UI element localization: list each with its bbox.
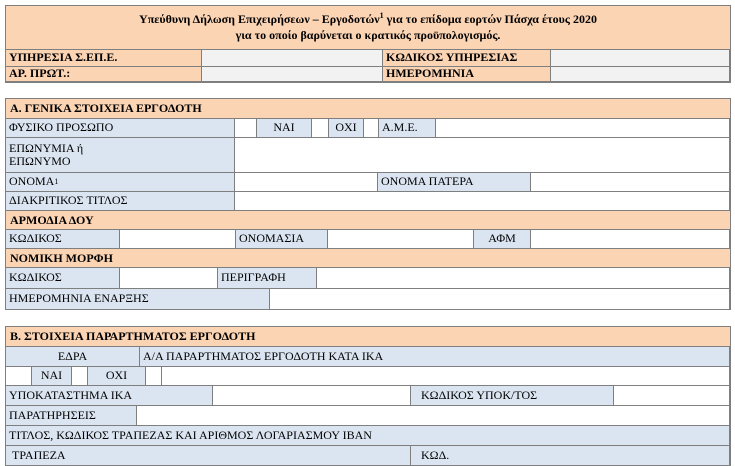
- tax-office-name-label: ΟΝΟΜΑΣΙΑ: [236, 230, 328, 249]
- header-block: [5, 5, 731, 83]
- ame-field[interactable]: [436, 119, 730, 138]
- remarks-field[interactable]: [137, 406, 730, 426]
- physical-person-spacer: [235, 119, 257, 138]
- company-name-field[interactable]: [235, 138, 730, 173]
- seat-yes-checkbox[interactable]: [72, 367, 88, 386]
- trade-title-label: ΔΙΑΚΡΙΤΙΚΟΣ ΤΙΤΛΟΣ: [6, 192, 235, 211]
- physical-person-yes-label: ΝΑΙ: [257, 119, 312, 138]
- seat-label: ΕΔΡΑ: [6, 347, 140, 367]
- bank-details-label: ΤΙΤΛΟΣ, ΚΩΔΙΚΟΣ ΤΡΑΠΕΖΑΣ ΚΑΙ ΑΡΙΘΜΟΣ ΛΟΓΑΡΙΑΣΜΟΥ IBAN: [6, 426, 730, 446]
- branch-number-label: Α/Α ΠΑΡΑΡΤΗΜΑΤΟΣ ΕΡΓΟΔΟΤΗ ΚΑΤΑ ΙΚΑ: [140, 347, 730, 367]
- afm-field[interactable]: [531, 230, 730, 249]
- trade-title-field[interactable]: [235, 192, 730, 211]
- section-b: [5, 326, 731, 466]
- legal-form-title: ΝΟΜΙΚΗ ΜΟΡΦΗ: [6, 249, 730, 268]
- legal-form-code-field[interactable]: [120, 268, 218, 289]
- section-b-title: Β. ΣΤΟΙΧΕΙΑ ΠΑΡΑΡΤΗΜΑΤΟΣ ΕΡΓΟΔΟΤΗ: [6, 327, 730, 347]
- protocol-field[interactable]: [202, 67, 383, 82]
- tax-office-title: ΑΡΜΟΔΙΑ ΔΟΥ: [6, 211, 730, 230]
- afm-label: ΑΦΜ: [474, 230, 531, 249]
- date-label: ΗΜΕΡΟΜΗΝΙΑ: [383, 67, 551, 82]
- seat-spacer: [6, 367, 32, 386]
- form-title-line-1: Υπεύθυνη Δήλωση Επιχειρήσεων – Εργοδοτών$^1$ για το επίδομα εορτών Πάσχα έτους 2020: [139, 10, 597, 26]
- ame-label: Α.Μ.Ε.: [379, 119, 436, 138]
- date-field[interactable]: [551, 67, 730, 82]
- legal-form-code-label: ΚΩΔΙΚΟΣ: [6, 268, 120, 289]
- first-name-label: ΟΝΟΜΑ 1: [6, 173, 235, 192]
- branch-number-field[interactable]: [162, 367, 730, 386]
- service-code-label: ΚΩΔΙΚΟΣ ΥΠΗΡΕΣΙΑΣ: [383, 50, 551, 67]
- father-name-field[interactable]: [531, 173, 730, 192]
- seat-no-checkbox[interactable]: [146, 367, 162, 386]
- service-field[interactable]: [202, 50, 383, 67]
- ika-branch-field[interactable]: [213, 386, 411, 406]
- start-date-label: ΗΜΕΡΟΜΗΝΙΑ ΕΝΑΡΞΗΣ: [6, 289, 270, 309]
- bank-code-label: ΚΩΔ.: [411, 446, 730, 466]
- physical-person-label: ΦΥΣΙΚΟ ΠΡΟΣΩΠΟ: [6, 119, 235, 138]
- protocol-label: ΑΡ. ΠΡΩΤ.:: [6, 67, 202, 82]
- seat-yes-label: ΝΑΙ: [32, 367, 72, 386]
- tax-office-code-field[interactable]: [120, 230, 236, 249]
- service-code-field[interactable]: [551, 50, 730, 67]
- tax-office-name-field[interactable]: [328, 230, 474, 249]
- tax-office-code-label: ΚΩΔΙΚΟΣ: [6, 230, 120, 249]
- first-name-field[interactable]: [235, 173, 378, 192]
- branch-code-label: ΚΩΔΙΚΟΣ ΥΠΟΚ/ΤΟΣ: [411, 386, 614, 406]
- father-name-label: ΟΝΟΜΑ ΠΑΤΕΡΑ: [378, 173, 531, 192]
- start-date-field[interactable]: [270, 289, 730, 309]
- form-title: [6, 6, 730, 50]
- physical-person-yes-checkbox[interactable]: [312, 119, 329, 138]
- seat-no-label: ΟΧΙ: [88, 367, 146, 386]
- legal-form-description-field[interactable]: [317, 268, 730, 289]
- bank-label: ΤΡΑΠΕΖΑ: [6, 446, 411, 466]
- section-a: [5, 98, 731, 310]
- section-a-title: Α. ΓΕΝΙΚΑ ΣΤΟΙΧΕΙΑ ΕΡΓΟΔΟΤΗ: [6, 99, 730, 119]
- form-title-line-2: για το οποίο βαρύνεται ο κρατικός προϋπολογισμός.: [235, 27, 501, 42]
- legal-form-description-label: ΠΕΡΙΓΡΑΦΗ: [218, 268, 317, 289]
- company-name-label: ΕΠΩΝΥΜΙΑ ή ΕΠΩΝΥΜΟ: [6, 138, 235, 173]
- physical-person-no-checkbox[interactable]: [364, 119, 379, 138]
- branch-code-field[interactable]: [614, 386, 730, 406]
- physical-person-no-label: ΟΧΙ: [329, 119, 364, 138]
- remarks-label: ΠΑΡΑΤΗΡΗΣΕΙΣ: [6, 406, 137, 426]
- service-label: ΥΠΗΡΕΣΙΑ Σ.ΕΠ.Ε.: [6, 50, 202, 67]
- ika-branch-label: ΥΠΟΚΑΤΑΣΤΗΜΑ ΙΚΑ: [6, 386, 213, 406]
